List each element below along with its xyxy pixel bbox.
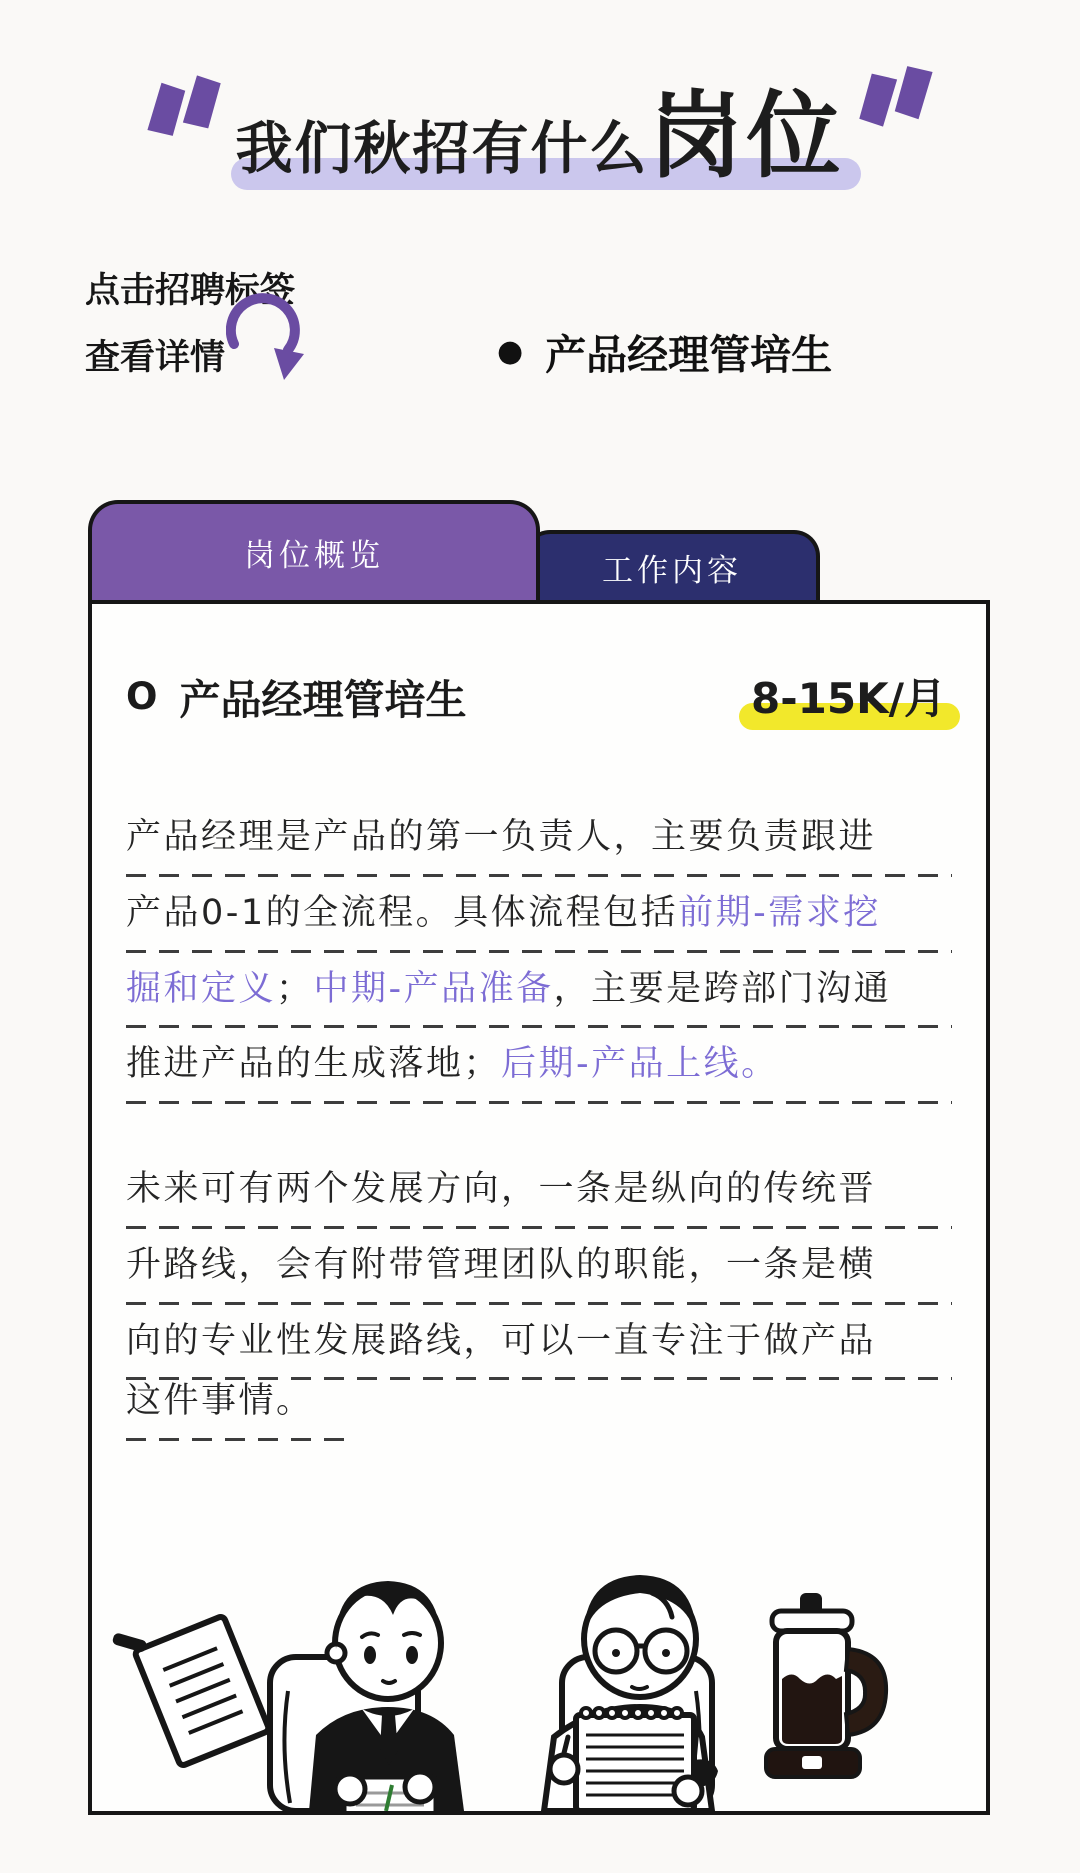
career-path-paragraph bbox=[126, 1168, 952, 1441]
page-header bbox=[0, 38, 1080, 192]
employee-with-notepad bbox=[544, 1575, 718, 1811]
text-segment: 推进产品的生成落地； bbox=[126, 1044, 502, 1085]
tab-overview-label: 岗位概览 bbox=[244, 537, 384, 574]
office-illustration bbox=[92, 1539, 986, 1811]
pinned-note-icon bbox=[108, 1592, 270, 1773]
position-heading-label: 产品经理管培生 bbox=[545, 331, 833, 379]
title-prefix: 我们秋招有什么 bbox=[235, 116, 649, 182]
tab-overview[interactable] bbox=[88, 500, 540, 600]
tea-kettle-icon bbox=[766, 1593, 886, 1777]
text-line bbox=[126, 816, 952, 877]
title-emphasis: 岗位 bbox=[648, 82, 845, 191]
position-heading bbox=[497, 322, 832, 381]
text-segment: ； bbox=[276, 968, 314, 1009]
tab-bar bbox=[88, 500, 990, 600]
text-line bbox=[126, 1380, 354, 1441]
text-segment-highlighted: 中期-产品准备 bbox=[313, 968, 554, 1009]
brush-quote-open-icon bbox=[141, 68, 225, 164]
text-segment: 这件事情。 bbox=[126, 1381, 314, 1422]
salary-badge bbox=[751, 666, 946, 726]
text-segment: 产品经理是产品的第一负责人，主要负责跟进 bbox=[126, 817, 877, 857]
employee-with-document bbox=[270, 1581, 464, 1811]
text-segment: 升路线，会有附带管理团队的职能，一条是横 bbox=[126, 1244, 877, 1285]
tab-work-content-label: 工作内容 bbox=[602, 552, 742, 589]
salary-text: 8-15K/月 bbox=[751, 674, 946, 723]
text-segment: 向的专业性发展路线，可以一直专注于做产品 bbox=[126, 1320, 877, 1361]
office-illustration-svg bbox=[92, 1539, 986, 1811]
text-line bbox=[126, 1168, 952, 1229]
page-title bbox=[235, 82, 845, 192]
text-segment: 未来可有两个发展方向，一条是纵向的传统晋 bbox=[126, 1169, 877, 1209]
text-line bbox=[126, 1043, 952, 1104]
job-card bbox=[88, 500, 990, 1815]
job-title: 产品经理管培生 bbox=[179, 675, 467, 724]
text-line bbox=[126, 892, 952, 953]
job-title-group bbox=[126, 667, 466, 726]
text-segment-highlighted: 掘和定义 bbox=[126, 968, 277, 1009]
text-segment-highlighted: 前期-需求挖 bbox=[678, 892, 881, 933]
bullet-icon: ● bbox=[497, 334, 524, 369]
tab-work-content[interactable] bbox=[524, 530, 820, 600]
hint-line-2: 查看详情 bbox=[85, 338, 226, 378]
curved-arrow-icon bbox=[226, 292, 308, 396]
brush-quote-close-icon bbox=[855, 38, 939, 134]
text-segment: ，主要是跨部门沟通 bbox=[553, 968, 892, 1009]
card-body bbox=[88, 600, 990, 1815]
job-description-paragraph bbox=[126, 816, 952, 1104]
text-line bbox=[126, 968, 952, 1029]
text-line bbox=[126, 1320, 952, 1381]
text-line bbox=[126, 1244, 952, 1305]
circle-marker-icon: O bbox=[126, 674, 158, 718]
hint-line-1: 点击招聘标签 bbox=[85, 271, 296, 311]
text-segment: 产品0-1的全流程。具体流程包括 bbox=[126, 892, 679, 933]
text-segment-highlighted: 后期-产品上线。 bbox=[501, 1044, 779, 1085]
job-title-row bbox=[126, 666, 952, 726]
